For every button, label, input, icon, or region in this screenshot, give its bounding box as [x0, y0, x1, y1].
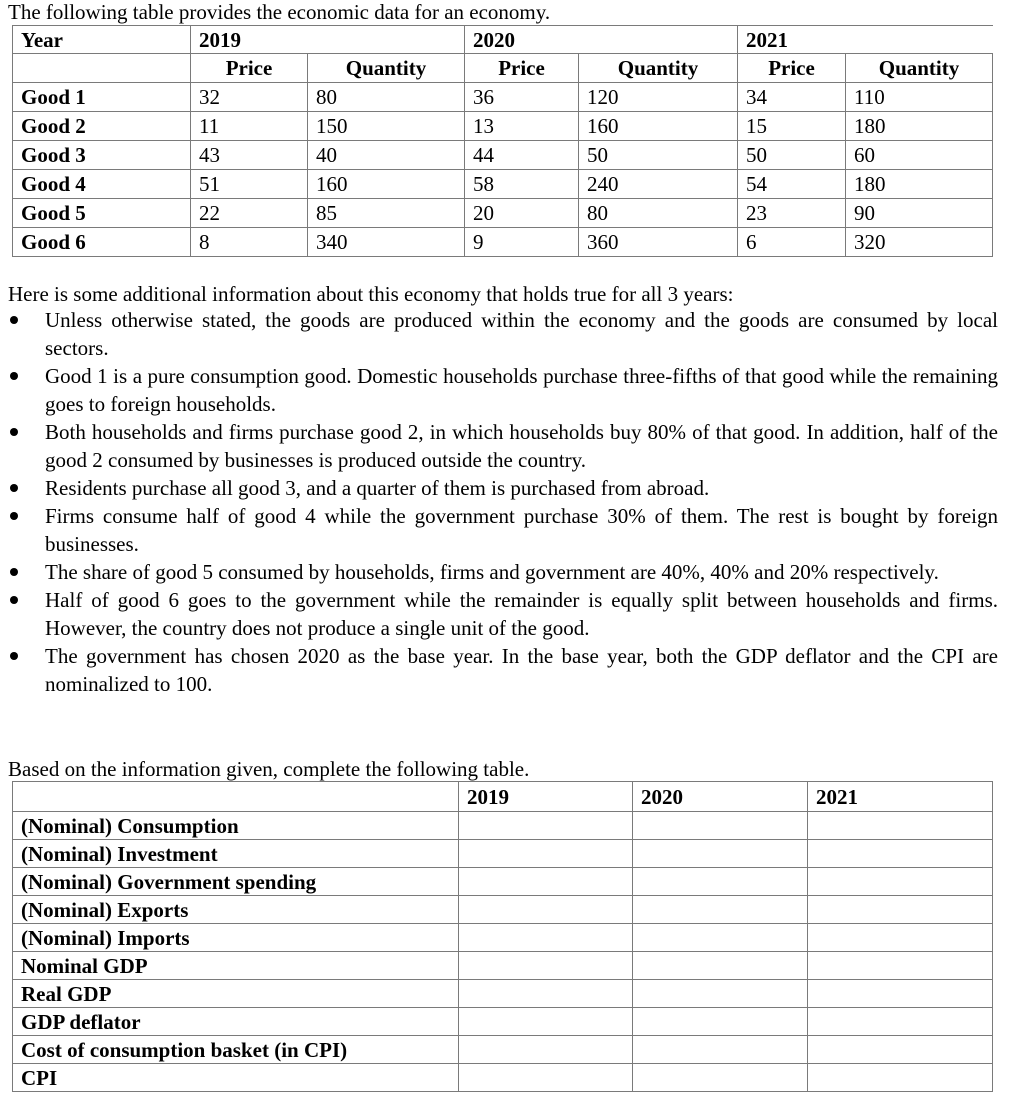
table-row: [13, 228, 993, 257]
table-row: [13, 840, 993, 868]
intro-text: The following table provides the economic data for an economy.: [8, 0, 551, 24]
good-label: Good 1: [13, 83, 191, 112]
answer-cell[interactable]: [633, 1036, 808, 1064]
table-row: [13, 980, 993, 1008]
column-header-row: [13, 54, 993, 83]
bullet-icon: [10, 316, 18, 324]
answer-cell[interactable]: [459, 924, 633, 952]
table-row: [13, 1036, 993, 1064]
table-row: [13, 924, 993, 952]
cell-value: 36: [465, 83, 579, 112]
row-label: Cost of consumption basket (in CPI): [13, 1036, 459, 1064]
good-label: Good 3: [13, 141, 191, 170]
bullet-icon: [10, 484, 18, 492]
cell-value: 32: [191, 83, 308, 112]
cell-value: 8: [191, 228, 308, 257]
bullet-text: The share of good 5 consumed by households, firms and government are 40%, 40% and 20% respectively.: [45, 560, 939, 584]
year-2020-header: 2020: [633, 782, 808, 812]
bullet-icon: [10, 372, 18, 380]
cell-value: 150: [308, 112, 465, 141]
bullet-text: The government has chosen 2020 as the base year. In the base year, both the GDP deflator and the CPI are nominalized to 100.: [45, 644, 998, 696]
cell-value: 50: [738, 141, 846, 170]
good-label: Good 6: [13, 228, 191, 257]
quantity-header: Quantity: [579, 54, 738, 83]
answer-cell[interactable]: [459, 868, 633, 896]
additional-info-intro: Here is some additional information about this economy that holds true for all 3 years:: [8, 282, 734, 306]
table-row: [13, 83, 993, 112]
cell-value: 85: [308, 199, 465, 228]
list-item: [8, 306, 998, 362]
answer-cell[interactable]: [808, 1064, 993, 1092]
bullet-text: Half of good 6 goes to the government while the remainder is equally split between households and firms. However, the country does not produce a single unit of the good.: [45, 588, 998, 640]
bullet-text: Unless otherwise stated, the goods are produced within the economy and the goods are consumed by local sectors.: [45, 308, 998, 360]
table-row: [13, 812, 993, 840]
cell-value: 160: [308, 170, 465, 199]
cell-value: 180: [846, 170, 993, 199]
answer-cell[interactable]: [459, 896, 633, 924]
answer-cell[interactable]: [459, 840, 633, 868]
cell-value: 320: [846, 228, 993, 257]
answer-cell[interactable]: [633, 812, 808, 840]
bullet-icon: [10, 568, 18, 576]
list-item: [8, 474, 998, 502]
cell-value: 110: [846, 83, 993, 112]
answer-cell[interactable]: [633, 952, 808, 980]
cell-value: 90: [846, 199, 993, 228]
cell-value: 80: [579, 199, 738, 228]
year-2020-header: 2020: [465, 26, 738, 54]
info-bullet-list: [8, 306, 998, 698]
answer-cell[interactable]: [459, 812, 633, 840]
answer-cell[interactable]: [808, 952, 993, 980]
cell-value: 44: [465, 141, 579, 170]
answer-cell[interactable]: [808, 812, 993, 840]
cell-value: 60: [846, 141, 993, 170]
blank-cell: [13, 54, 191, 83]
year-2019-header: 2019: [191, 26, 465, 54]
answer-cell[interactable]: [808, 1008, 993, 1036]
answer-cell[interactable]: [808, 980, 993, 1008]
cell-value: 43: [191, 141, 308, 170]
blank-cell: [13, 782, 459, 812]
list-item: [8, 502, 998, 558]
table-row: [13, 112, 993, 141]
table-row: [13, 868, 993, 896]
bullet-text: Residents purchase all good 3, and a quarter of them is purchased from abroad.: [45, 476, 710, 500]
year-label: Year: [13, 26, 191, 54]
table-row: [13, 896, 993, 924]
row-label: (Nominal) Government spending: [13, 868, 459, 896]
bullet-icon: [10, 652, 18, 660]
quantity-header: Quantity: [308, 54, 465, 83]
table-row: [13, 952, 993, 980]
answer-cell[interactable]: [633, 896, 808, 924]
answer-cell[interactable]: [633, 1008, 808, 1036]
bullet-icon: [10, 512, 18, 520]
answer-cell[interactable]: [808, 868, 993, 896]
cell-value: 13: [465, 112, 579, 141]
cell-value: 51: [191, 170, 308, 199]
bullet-text: Both households and firms purchase good 2, in which households buy 80% of that good. In addition, half of the good 2 consumed by businesses is produced outside the country.: [45, 420, 998, 472]
row-label: GDP deflator: [13, 1008, 459, 1036]
cell-value: 180: [846, 112, 993, 141]
list-item: [8, 558, 998, 586]
list-item: [8, 362, 998, 418]
row-label: (Nominal) Exports: [13, 896, 459, 924]
cell-value: 80: [308, 83, 465, 112]
cell-value: 20: [465, 199, 579, 228]
price-header: Price: [191, 54, 308, 83]
answer-cell[interactable]: [633, 868, 808, 896]
answer-cell[interactable]: [808, 1036, 993, 1064]
list-item: [8, 642, 998, 698]
bullet-text: Good 1 is a pure consumption good. Domestic households purchase three-fifths of that good while the remaining goes to foreign households.: [45, 364, 998, 416]
answer-cell[interactable]: [459, 1064, 633, 1092]
instructions-text: Based on the information given, complete the following table.: [8, 757, 530, 781]
answer-cell[interactable]: [633, 924, 808, 952]
answer-cell[interactable]: [808, 896, 993, 924]
answer-cell[interactable]: [459, 1008, 633, 1036]
row-label: (Nominal) Imports: [13, 924, 459, 952]
cell-value: 15: [738, 112, 846, 141]
price-header: Price: [465, 54, 579, 83]
bullet-text: Firms consume half of good 4 while the government purchase 30% of them. The rest is bought by foreign businesses.: [45, 504, 998, 556]
price-header: Price: [738, 54, 846, 83]
table-row: [13, 1008, 993, 1036]
good-label: Good 4: [13, 170, 191, 199]
answer-cell[interactable]: [459, 980, 633, 1008]
cell-value: 360: [579, 228, 738, 257]
bullet-icon: [10, 428, 18, 436]
answer-table: [12, 781, 993, 1092]
cell-value: 22: [191, 199, 308, 228]
row-label: (Nominal) Consumption: [13, 812, 459, 840]
table-row: [13, 199, 993, 228]
year-header-row: [13, 26, 993, 54]
quantity-header: Quantity: [846, 54, 993, 83]
good-label: Good 5: [13, 199, 191, 228]
answer-cell[interactable]: [633, 980, 808, 1008]
table-row: [13, 1064, 993, 1092]
year-2019-header: 2019: [459, 782, 633, 812]
year-2021-header: 2021: [808, 782, 993, 812]
cell-value: 23: [738, 199, 846, 228]
cell-value: 240: [579, 170, 738, 199]
table-row: [13, 170, 993, 199]
cell-value: 340: [308, 228, 465, 257]
row-label: Real GDP: [13, 980, 459, 1008]
economic-data-table: [12, 25, 993, 257]
list-item: [8, 586, 998, 642]
row-label: (Nominal) Investment: [13, 840, 459, 868]
answer-cell[interactable]: [633, 840, 808, 868]
good-label: Good 2: [13, 112, 191, 141]
cell-value: 50: [579, 141, 738, 170]
answer-cell[interactable]: [808, 924, 993, 952]
cell-value: 58: [465, 170, 579, 199]
bullet-icon: [10, 596, 18, 604]
cell-value: 54: [738, 170, 846, 199]
row-label: CPI: [13, 1064, 459, 1092]
cell-value: 9: [465, 228, 579, 257]
row-label: Nominal GDP: [13, 952, 459, 980]
list-item: [8, 418, 998, 474]
cell-value: 6: [738, 228, 846, 257]
cell-value: 34: [738, 83, 846, 112]
cell-value: 120: [579, 83, 738, 112]
table-row: [13, 141, 993, 170]
answer-cell[interactable]: [633, 1064, 808, 1092]
cell-value: 40: [308, 141, 465, 170]
cell-value: 160: [579, 112, 738, 141]
answer-header-row: [13, 782, 993, 812]
answer-cell[interactable]: [808, 840, 993, 868]
year-2021-header: 2021: [738, 26, 993, 54]
answer-cell[interactable]: [459, 1036, 633, 1064]
answer-cell[interactable]: [459, 952, 633, 980]
cell-value: 11: [191, 112, 308, 141]
